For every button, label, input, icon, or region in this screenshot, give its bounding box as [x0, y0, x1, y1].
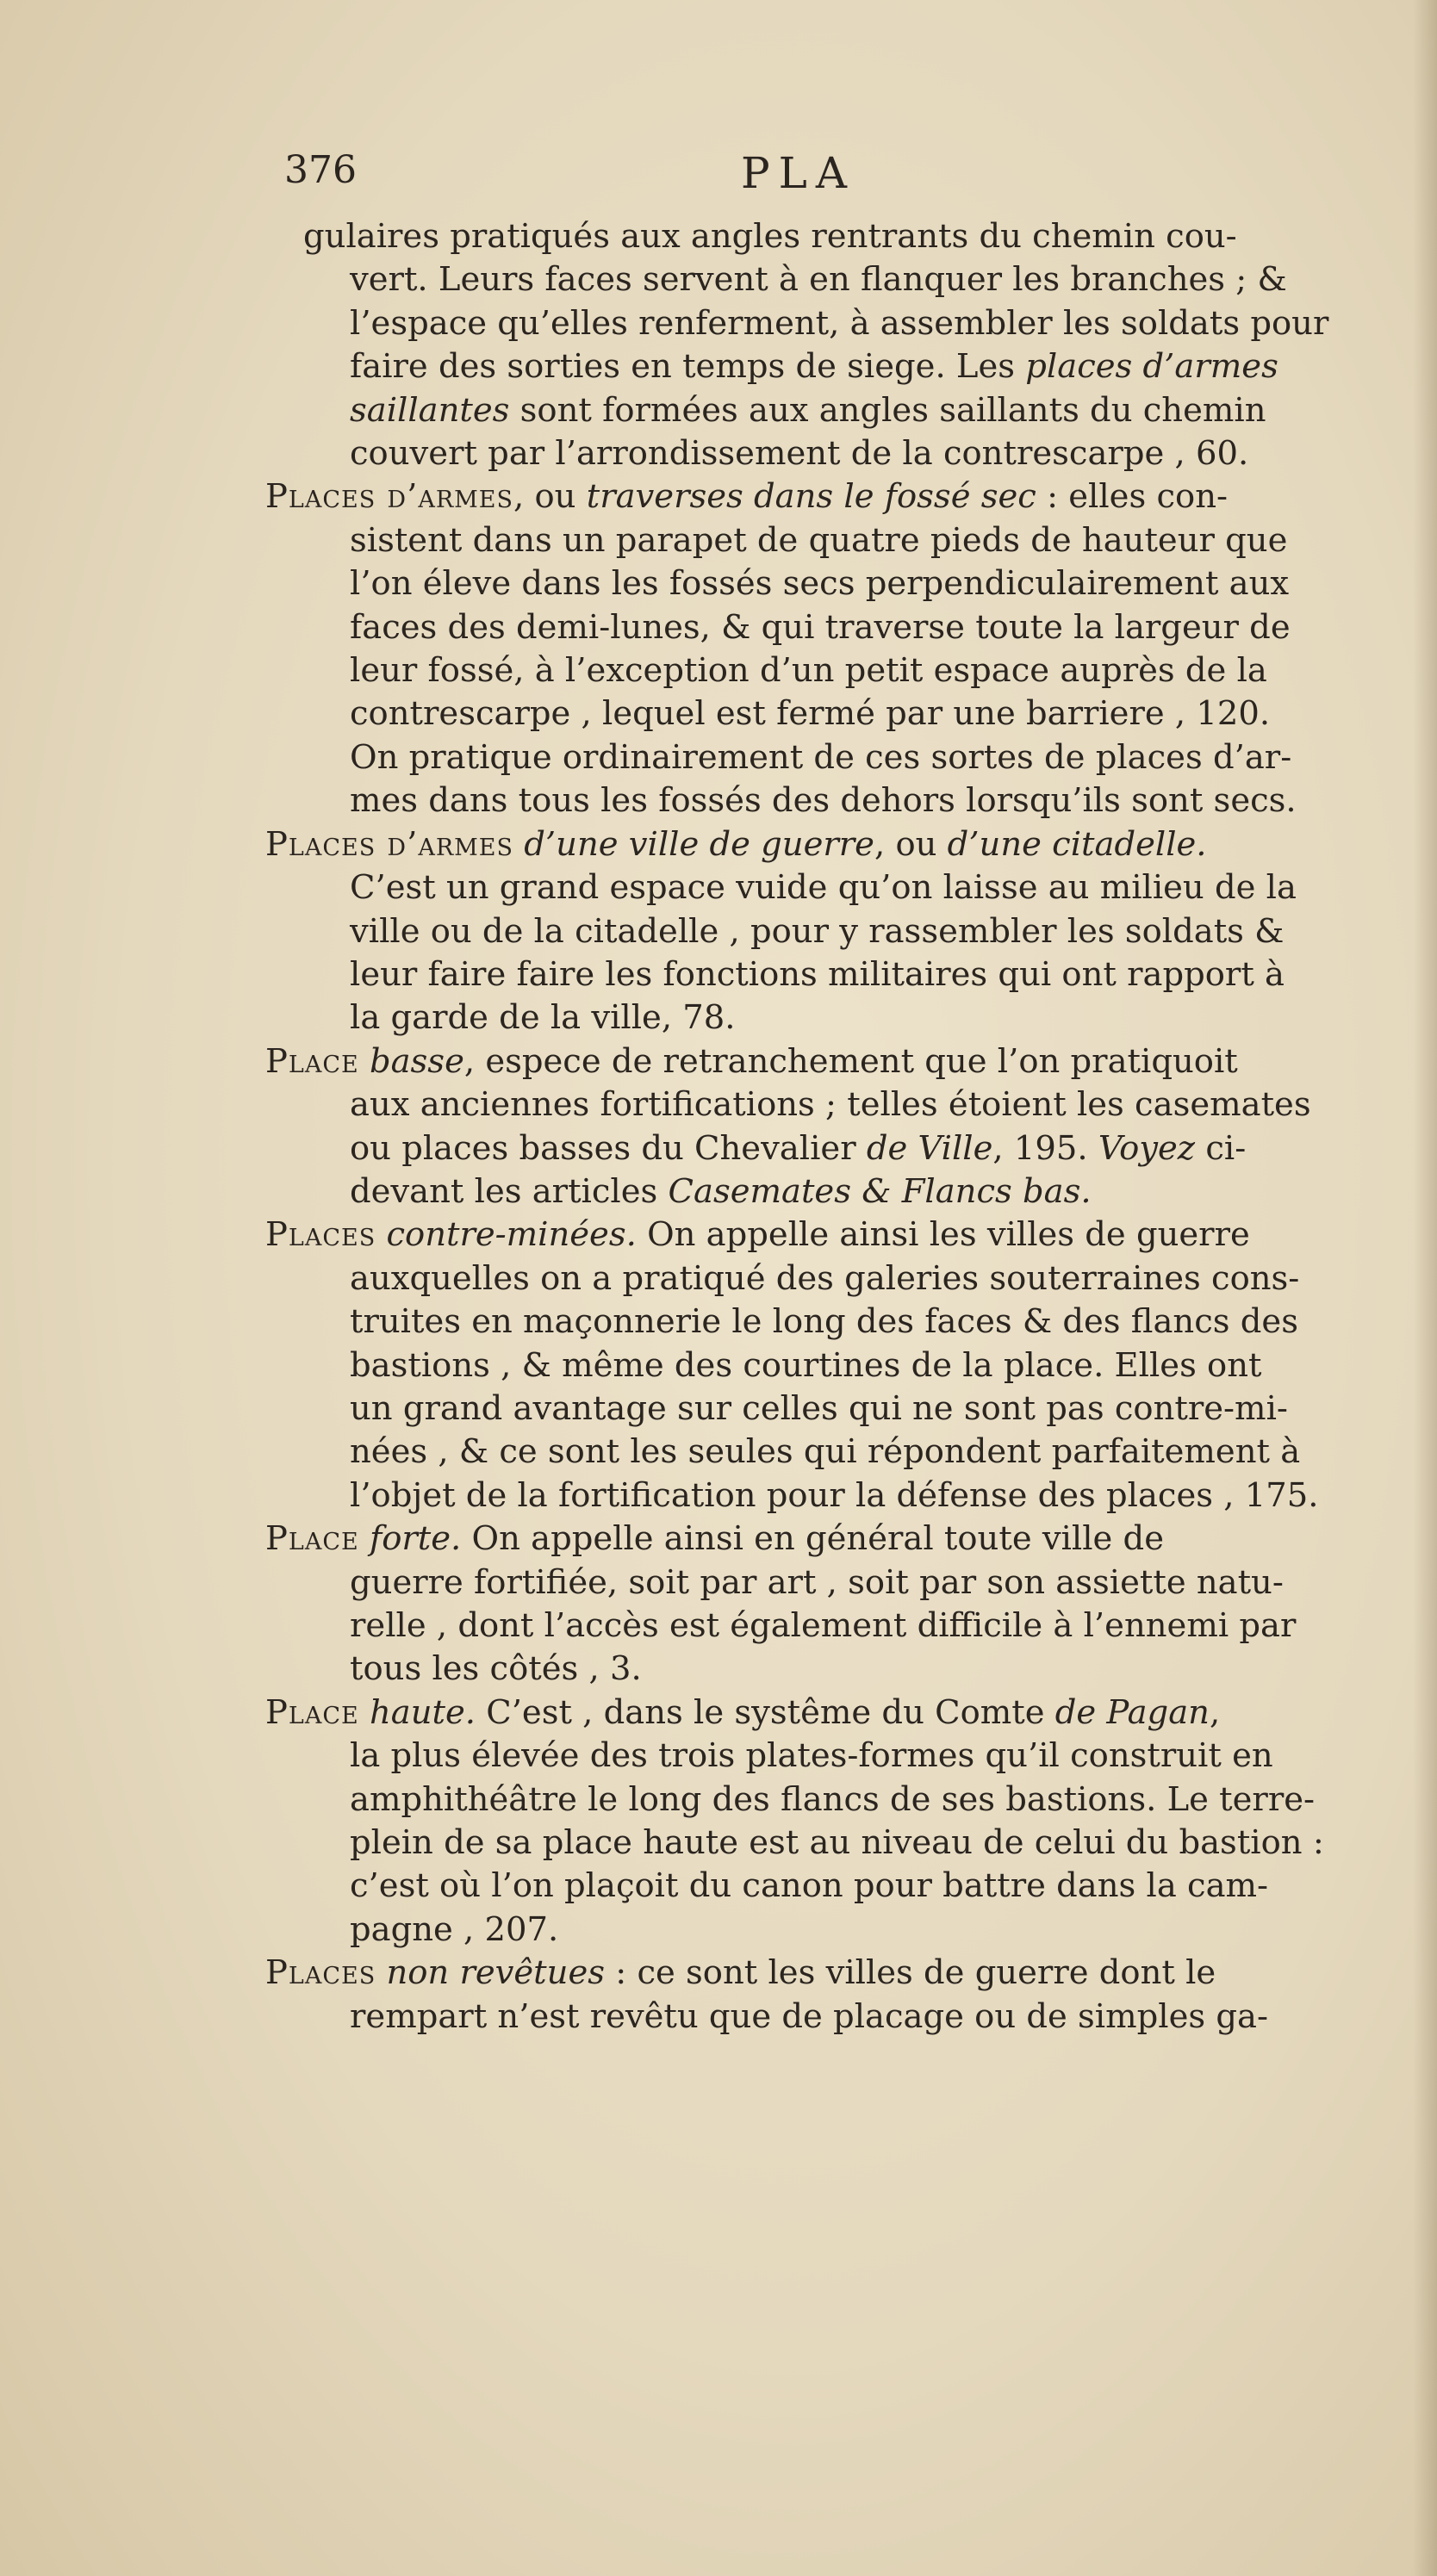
text-line — [350, 1127, 1372, 1170]
text-run: plein de sa place haute est au niveau de celui du bastion : — [350, 1823, 1324, 1863]
text-line — [350, 1778, 1372, 1822]
italic-text: d’une ville de guerre — [524, 824, 874, 864]
text-line — [350, 1648, 1372, 1691]
italic-text: forte. — [369, 1519, 462, 1559]
text-run: , — [1209, 1692, 1221, 1732]
text-run: un grand avantage sur celles qui ne sont pas contre-mi- — [350, 1388, 1288, 1428]
text-line — [350, 910, 1372, 953]
text-run — [359, 1042, 370, 1081]
text-line — [350, 1344, 1372, 1387]
text-line — [265, 1952, 1372, 1995]
text-run: vert. Leurs faces servent à en flanquer les branches ; & — [350, 260, 1287, 300]
text-run: ci- — [1195, 1128, 1247, 1168]
text-line — [350, 1996, 1372, 2039]
text-line — [265, 1040, 1372, 1083]
text-line — [350, 692, 1372, 736]
text-run: l’on éleve dans les fossés secs perpendiculairement aux — [350, 564, 1290, 604]
dictionary-entry — [265, 1214, 1372, 1518]
text-run: , espece de retranchement que l’on pratiquoit — [463, 1041, 1238, 1081]
text-line — [265, 1518, 1372, 1561]
text-run: l’espace qu’elles renferment, à assembler les soldats pour — [350, 303, 1329, 343]
text-run: mes dans tous les fossés des dehors lorsqu’ils sont secs. — [350, 781, 1297, 821]
text-line — [350, 1605, 1372, 1648]
text-run: , ou — [513, 477, 587, 517]
text-line — [265, 1691, 1372, 1735]
text-line — [350, 1083, 1372, 1127]
text-line — [350, 996, 1372, 1040]
text-line — [350, 1387, 1372, 1431]
dictionary-entry — [265, 1952, 1372, 2039]
text-run — [513, 825, 524, 864]
text-run: tous les côtés , 3. — [350, 1649, 642, 1689]
text-line — [350, 1909, 1372, 1952]
text-line — [265, 1214, 1372, 1257]
text-line — [350, 736, 1372, 779]
dictionary-entry — [265, 823, 1372, 1040]
text-run: : elles con- — [1036, 477, 1229, 517]
text-line — [265, 475, 1372, 518]
text-run: sont formées aux angles saillants du chemin — [509, 390, 1266, 430]
text-line — [350, 345, 1372, 388]
italic-text: Voyez — [1098, 1128, 1196, 1168]
text-line — [350, 1431, 1372, 1474]
text-run: leur fossé, à l’exception d’un petit espace auprès de la — [350, 651, 1267, 691]
text-line — [350, 953, 1372, 996]
text-line — [350, 606, 1372, 649]
text-line — [350, 866, 1372, 909]
italic-text: Casemates & Flancs bas. — [668, 1171, 1092, 1211]
italic-text: places d’armes — [1025, 347, 1278, 387]
text-line — [350, 1822, 1372, 1865]
continued-entry — [303, 215, 1372, 475]
text-run: faire des sorties en temps de siege. Les — [350, 347, 1026, 387]
entry-headword: Place — [265, 1041, 359, 1081]
text-run: la garde de la ville, 78. — [350, 998, 736, 1038]
text-line — [350, 1561, 1372, 1605]
text-line — [350, 1865, 1372, 1908]
dictionary-entry — [265, 1040, 1372, 1214]
text-line — [350, 779, 1372, 822]
text-run: ou places basses du Chevalier — [350, 1128, 867, 1168]
text-run: couvert par l’arrondissement de la contrescarpe , 60. — [350, 434, 1249, 474]
text-run: C’est , dans le systême du Comte — [476, 1692, 1055, 1732]
text-run: leur faire faire les fonctions militaires qui ont rapport à — [350, 954, 1285, 994]
entry-headword: Places d’armes — [265, 824, 514, 864]
text-run — [376, 1953, 386, 1992]
text-run — [359, 1519, 370, 1558]
text-run: , 195. — [992, 1128, 1098, 1168]
entry-headword: Place — [265, 1519, 359, 1559]
text-run: auxquelles on a pratiqué des galeries souterraines cons- — [350, 1258, 1300, 1298]
dictionary-entry — [265, 1691, 1372, 1952]
text-run: pagne , 207. — [350, 1909, 559, 1949]
text-line — [350, 1300, 1372, 1344]
italic-text: non revêtues — [386, 1953, 605, 1993]
text-line — [303, 215, 1372, 258]
text-run: truites en maçonnerie le long des faces & des flancs des — [350, 1302, 1298, 1342]
italic-text: contre-minées. — [386, 1215, 637, 1255]
text-run: ville ou de la citadelle , pour y rassembler les soldats & — [350, 911, 1285, 951]
text-line — [350, 562, 1372, 605]
text-run: devant les articles — [350, 1171, 669, 1211]
text-run: gulaires pratiqués aux angles rentrants du chemin cou- — [303, 217, 1237, 256]
italic-text: d’une citadelle. — [947, 824, 1207, 864]
text-line — [350, 432, 1372, 475]
page-header — [284, 148, 1387, 208]
text-line — [350, 302, 1372, 345]
text-run: faces des demi-lunes, & qui traverse toute la largeur de — [350, 607, 1291, 647]
running-head: PLA — [741, 148, 855, 198]
text-run: nées , & ce sont les seules qui répondent parfaitement à — [350, 1432, 1301, 1472]
text-run: amphithéâtre le long des flancs de ses bastions. Le terre- — [350, 1779, 1316, 1819]
text-line — [350, 649, 1372, 692]
text-line — [265, 823, 1372, 866]
italic-text: de Pagan — [1054, 1692, 1210, 1732]
text-run: , ou — [874, 824, 948, 864]
text-line — [350, 1735, 1372, 1778]
entry-headword: Places — [265, 1953, 376, 1993]
text-run: On appelle ainsi en général toute ville de — [461, 1519, 1164, 1559]
entry-headword: Place — [265, 1692, 359, 1732]
dictionary-entry — [265, 475, 1372, 822]
dictionary-entry — [265, 1518, 1372, 1691]
page-number: 376 — [284, 148, 357, 192]
text-run: c’est où l’on plaçoit du canon pour battre dans la cam- — [350, 1866, 1269, 1906]
text-line — [350, 389, 1372, 432]
text-line — [350, 258, 1372, 301]
text-run: guerre fortifiée, soit par art , soit par son assiette natu- — [350, 1562, 1284, 1602]
text-run: relle , dont l’accès est également difficile à l’ennemi par — [350, 1606, 1297, 1645]
text-run: sistent dans un parapet de quatre pieds de hauteur que — [350, 520, 1288, 560]
page-edge-shadow — [1413, 0, 1437, 2576]
italic-text: haute. — [369, 1692, 476, 1732]
text-line — [350, 1474, 1372, 1518]
text-line — [350, 519, 1372, 562]
text-run: On pratique ordinairement de ces sortes de places d’ar- — [350, 737, 1292, 777]
text-line — [350, 1257, 1372, 1300]
text-run: contrescarpe , lequel est fermé par une barriere , 120. — [350, 694, 1271, 734]
italic-text: saillantes — [350, 390, 510, 430]
text-run: rempart n’est revêtu que de placage ou de simples ga- — [350, 1996, 1268, 2036]
text-run: C’est un grand espace vuide qu’on laisse au milieu de la — [350, 868, 1297, 908]
text-run — [359, 1693, 370, 1732]
text-run: On appelle ainsi les villes de guerre — [636, 1215, 1250, 1255]
italic-text: de Ville — [866, 1128, 993, 1168]
text-run: aux anciennes fortifications ; telles étoient les casemates — [350, 1085, 1311, 1125]
text-run: la plus élevée des trois plates-formes qu’il construit en — [350, 1736, 1273, 1776]
text-run — [376, 1215, 386, 1254]
entry-headword: Places — [265, 1215, 376, 1255]
text-run: : ce sont les villes de guerre dont le — [605, 1953, 1216, 1993]
italic-text: traverses dans le fossé sec — [586, 477, 1036, 517]
dictionary-text — [265, 215, 1372, 2039]
text-line — [350, 1170, 1372, 1214]
text-run: bastions , & même des courtines de la place. Elles ont — [350, 1345, 1262, 1385]
italic-text: basse — [369, 1041, 464, 1081]
entry-headword: Places d’armes — [265, 477, 514, 517]
text-run: l’objet de la fortification pour la défense des places , 175. — [350, 1475, 1319, 1515]
